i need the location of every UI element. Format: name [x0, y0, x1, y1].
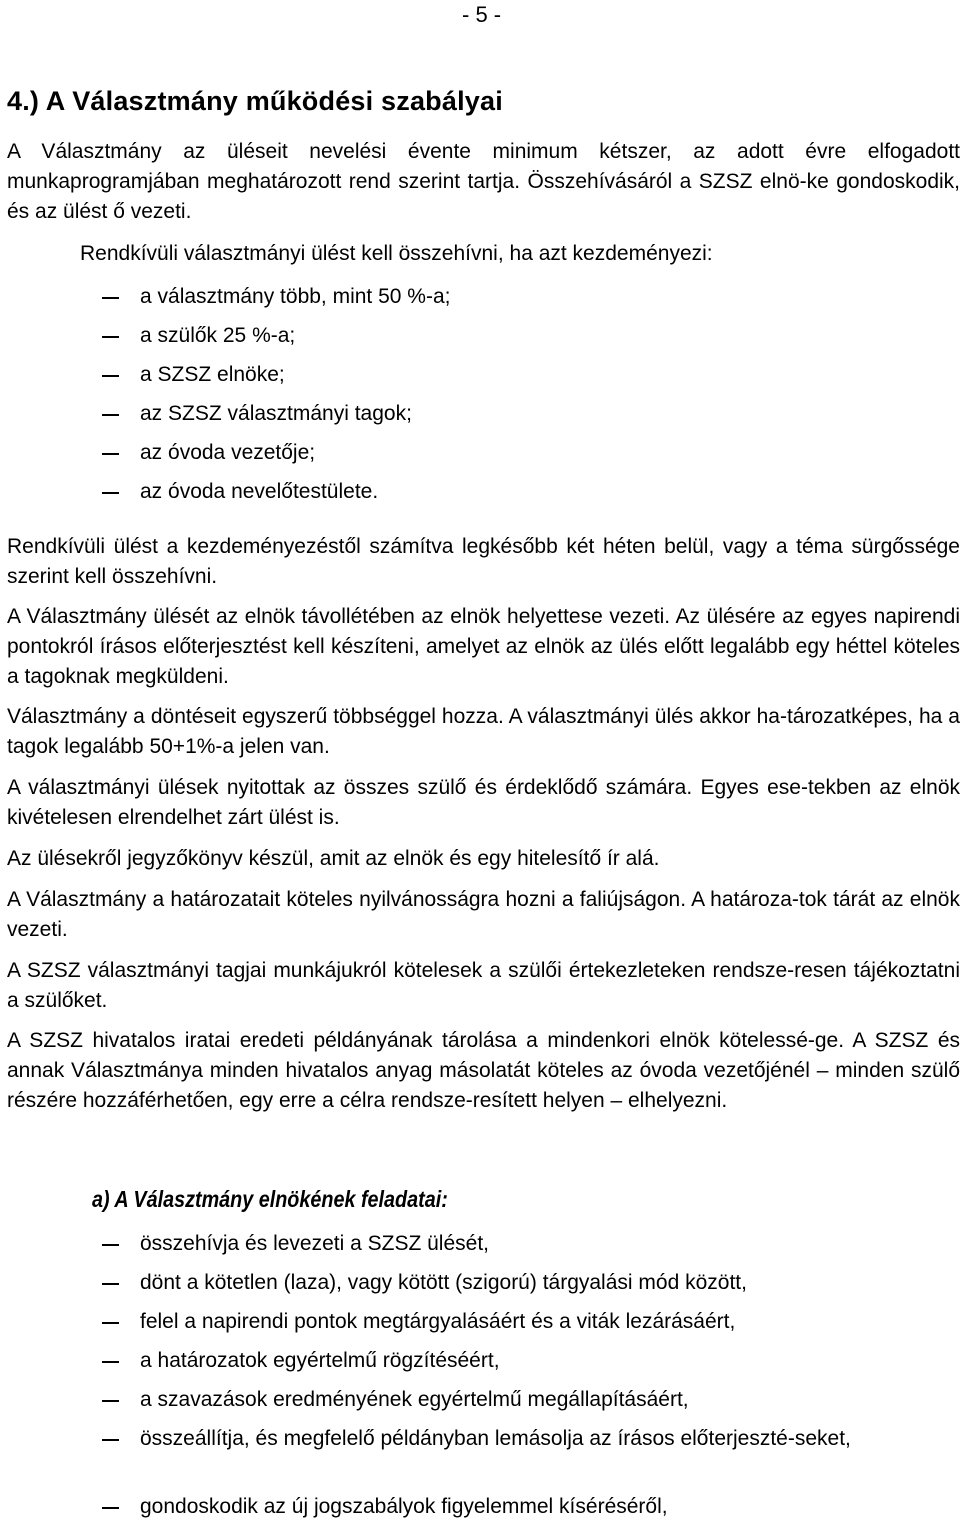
paragraph-decisions: Választmány a döntéseit egyszerű többséggel hozza. A választmányi ülés akkor ha-tározatképes, ha a tagok legalább 50+1%-a jelen van. — [7, 705, 960, 758]
paragraph-documents: A SZSZ hivatalos iratai eredeti példányának tárolása a mindenkori elnök kötelessé-ge. A SZSZ és annak Választmánya minden hivatalos anyag másolatát köteles az óvoda vezetőjénél – minden szülő részére hozzáférhetően, egy erre a célra rendsze-resített helyen – elhelyezni. — [7, 1029, 960, 1112]
document-page: - 5 - 4.) A Választmány működési szabályai A Választmány az üléseit nevelési évente minimum kétszer, az adott évre elfogadott munkaprogramjában meghatározott rend szerint tartja. Összehívásáról a SZSZ elnö-ke gondoskodik, és az ülést ő vezeti. Rendkívüli választmányi ülést kell összehívni, ha azt kezdeményezi: a választmány több, mint 50 %-a; a szülők 25 %-a; a SZSZ elnöke; az SZSZ választmányi tagok; az óvoda vezetője; az óvoda nevelőtestülete. Rendkívüli ülést a kezdeményezéstől számítva legkésőbb két héten belül, vagy a téma sürgőssége szerint kell összehívni. A Választmány ülését az elnök távollétében az elnök helyettese vezeti. Az ülésére az egyes napirendi pontokról írásos előterjesztést kell készíteni, amelyet az elnök az ülés előtt legalább egy héttel köteles a tagoknak megküldeni. Választmány a döntéseit egyszerű többséggel hozza. A választmányi ülés akkor ha-tározatképes, ha a tagok legalább 50+1%-a jelen van. A választmányi ülések nyitottak az összes szülő és érdeklődő számára. Egyes ese-tekben az elnök kivételesen elrendelhet zárt ülést is. Az ülésekről jegyzőkönyv készül, amit az elnök és egy hitelesítő ír alá. A Választmány a határozatait köteles nyilvánosságra hozni a faliújságon. A határoza-tok tárát az elnök vezeti. A SZSZ választmányi tagjai munkájukról kötelesek a szülői értekezleteken rendsze-resen tájékoztatni a szülőket. A SZSZ hivatalos iratai eredeti példányának tárolása a mindenkori elnök kötelessé-ge. A SZSZ és annak Választmánya minden hivatalos anyag másolatát köteles az óvoda vezetőjénél – minden szülő részére hozzáférhetően, egy erre a célra rendsze-resített helyen – elhelyezni. a) A Választmány elnökének feladatai: összehívja és levezeti a SZSZ ülését, dönt a kötetlen (laza), vagy kötött (szigorú) tárgyalási mód között, felel a napirendi pontok megtárgyalásáért és a viták lezárásáért, a határozatok egyértelmű rögzítéséért, a szavazások eredményének egyértelmű megállapításáért, összeállítja, és megfelelő példányban lemásolja az írásos előterjeszté-seket, gondoskodik az új jogszabályok figyelemmel kíséréséről, — [7, 2, 960, 1518]
paragraph-extraordinary-intro: Rendkívüli választmányi ülést kell összehívni, ha azt kezdeményezi: — [80, 242, 713, 265]
paragraph-open-meetings: A választmányi ülések nyitottak az összes szülő és érdeklődő számára. Egyes ese-tekben az elnök kivételesen elrendelhet zárt ülést is. — [7, 776, 960, 829]
dash-bullet-icon — [102, 1244, 119, 1246]
paragraph-minutes: Az ülésekről jegyzőkönyv készül, amit az elnök és egy hitelesítő ír alá. — [7, 847, 660, 870]
dash-bullet-icon — [102, 1361, 119, 1363]
dash-bullet-icon — [102, 375, 119, 377]
paragraph-reporting: A SZSZ választmányi tagjai munkájukról kötelesek a szülői értekezleteken rendsze-resen tájékoztatni a szülőket. — [7, 959, 960, 1012]
paragraph-meeting-schedule: A Választmány az üléseit nevelési évente minimum kétszer, az adott évre elfogadott munkaprogramjában meghatározott rend szerint tartja. Összehívásáról a SZSZ elnö-ke gondoskodik, és az ülést ő vezeti. — [7, 140, 960, 223]
paragraph-chairing: A Választmány ülését az elnök távollétében az elnök helyettese vezeti. Az ülésére az egyes napirendi pontokról írásos előterjesztést kell készíteni, amelyet az elnök az ülés előtt legalább egy héttel köteles a tagoknak megküldeni. — [7, 605, 960, 688]
dash-bullet-icon — [102, 1400, 119, 1402]
paragraph-publication: A Választmány a határozatait köteles nyilvánosságra hozni a faliújságon. A határoza-tok tárát az elnök vezeti. — [7, 888, 960, 941]
page-number: - 5 - — [462, 2, 502, 27]
dash-bullet-icon — [102, 297, 119, 299]
dash-bullet-icon — [102, 492, 119, 494]
dash-bullet-icon — [102, 453, 119, 455]
dash-bullet-icon — [102, 1439, 119, 1441]
dash-bullet-icon — [102, 1507, 119, 1509]
dash-bullet-icon — [102, 1322, 119, 1324]
dash-bullet-icon — [102, 414, 119, 416]
paragraph-deadline: Rendkívüli ülést a kezdeményezéstől számítva legkésőbb két héten belül, vagy a téma sürgőssége szerint kell összehívni. — [7, 535, 960, 588]
subsection-title: a) A Választmány elnökének feladatai: — [92, 1186, 448, 1212]
dash-bullet-icon — [102, 1283, 119, 1285]
dash-bullet-icon — [102, 336, 119, 338]
section-title: 4.) A Választmány működési szabályai — [7, 86, 503, 116]
